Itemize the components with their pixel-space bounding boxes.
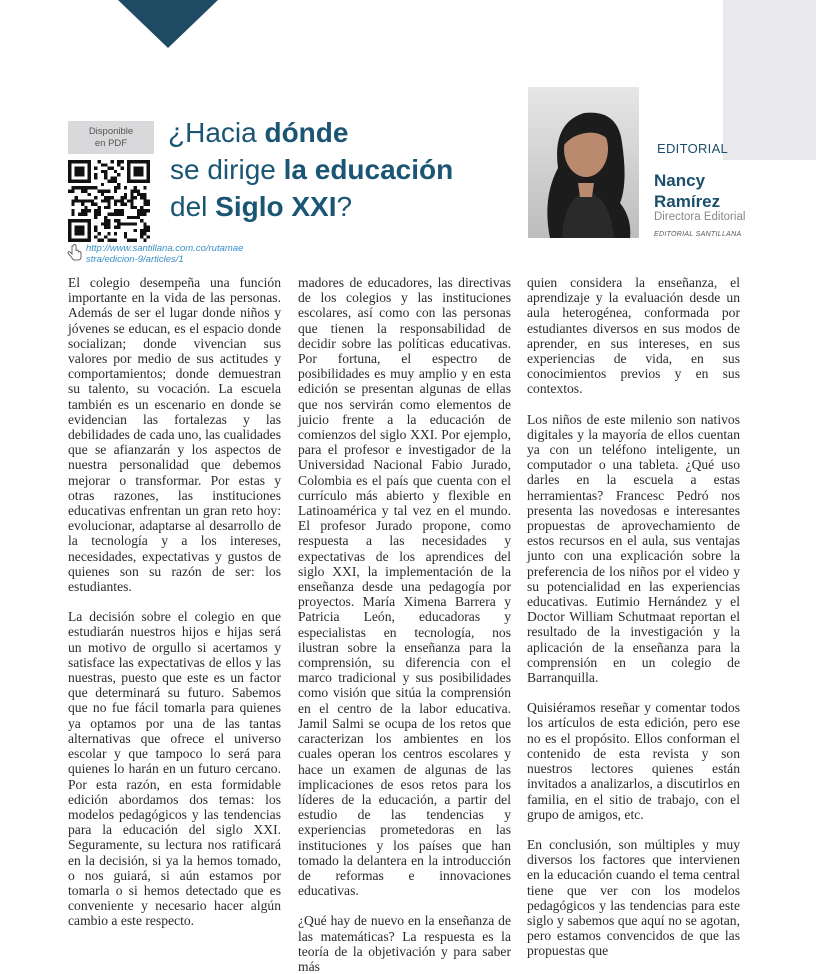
headline-bold: dónde xyxy=(264,117,349,148)
paragraph: ¿Qué hay de nuevo en la enseñanza de las matemáticas? La respuesta es la teoría de la objetivación y para saber más xyxy=(298,913,511,974)
article-column-1 xyxy=(68,275,281,929)
headline-bold: la educación xyxy=(283,154,454,185)
article-headline xyxy=(168,114,488,225)
paragraph: quien considera la enseñanza, el aprendizaje y la evaluación desde un aula heterogénea, conformada por estudiantes diversos en sus modos de aprender, en sus intereses, en sus experiencias de vida, en sus conocimientos previos y en sus contextos. xyxy=(527,275,740,397)
pointing-hand-icon xyxy=(66,244,84,262)
decorative-triangle xyxy=(118,0,218,48)
author-name xyxy=(654,170,720,212)
headline-part: ¿Hacia xyxy=(168,117,265,148)
headline-bold: Siglo XXI xyxy=(215,191,337,222)
headline-part: se dirige xyxy=(170,154,284,185)
author-organization: EDITORIAL SANTILLANA xyxy=(654,231,742,238)
article-column-2 xyxy=(298,275,511,974)
headline-part: ? xyxy=(336,191,353,222)
author-role: Directora Editorial xyxy=(654,211,746,223)
right-white-band xyxy=(655,0,723,160)
paragraph: El colegio desempeña una función importante en la vida de las personas. Además de ser el lugar donde niños y jóvenes se educan, es el espacio donde socializan; donde vivencian sus valores por medio de sus actitudes y comportamientos; donde demuestran su talento, su vocación. La escuela también es un escenario en donde se evidencian las fortalezas y las debilidades de cada uno, las cualidades que se afianzarán y los aspectos de nuestra personalidad que debemos mejorar o transformar. Por estas y otras razones, las instituciones educativas enfrentan un gran reto hoy: evolucionar, adaptarse al desarrollo de la tecnología y a los intereses, necesidades, expectativas y gustos de quienes son su razón de ser: los estudiantes. xyxy=(68,275,281,595)
pdf-badge-line1: Disponible xyxy=(88,125,134,137)
author-first-name: Nancy xyxy=(654,171,706,190)
right-gray-band xyxy=(723,0,816,160)
author-photo xyxy=(528,87,639,238)
paragraph: La decisión sobre el colegio en que estudiarán nuestros hijos e hijas será un motivo de orgullo si acertamos y satisface las expectativas de ellos y las nuestras, puesto que este es un factor que determinará su futuro. Sabemos que no fue fácil tomarla para quienes ya optamos por una de las tantas alternativas que ofrece el universo escolar y que tampoco lo será para quienes lo harán en un futuro cercano. Por esta razón, en esta formidable edición abordamos dos temas: los modelos pedagógicos y las tendencias para la educación del siglo XXI. Seguramente, su lectura nos ratificará en la decisión, si ya la hemos tomado, o nos guiará, si aún estamos por tomarla o si hemos detectado que es conveniente y necesario hacer algún cambio a este respecto. xyxy=(68,609,281,929)
article-column-3 xyxy=(527,275,740,959)
paragraph: Quisiéramos reseñar y comentar todos los artículos de esta edición, pero ese no es el propósito. Ellos conforman el contenido de esta revista y son nuestros lectores quienes están invitados a analizarlos, a discutirlos en familia, en el sitio de trabajo, con el grupo de amigos, etc. xyxy=(527,700,740,822)
article-link[interactable]: http://www.santillana.com.co/rutamaestra/edicion-9/articles/1 xyxy=(86,243,244,265)
paragraph: madores de educadores, las directivas de los colegios y las instituciones escolares, así como con las personas que tienen la responsabilidad de decidir sobre las políticas educativas. Por fortuna, el espectro de posibilidades es muy amplio y en esta edición se presentan algunas de ellas que nos servirán como elementos de juicio frente a la educación de comienzos del siglo XXI. Por ejemplo, para el profesor e investigador de la Universidad Nacional Fabio Jurado, Colombia es el país que cuenta con el currículo más abierto y flexible en Latinoamérica y tal vez en el mundo. El profesor Jurado propone, como respuesta a las necesidades y expectativas de los aprendices del siglo XXI, la implementación de la enseñanza desde una pedagogía por proyectos. María Ximena Barrera y Patricia León, educadoras y especialistas en tecnología, nos ilustran sobre la enseñanza para la comprensión, su diferencia con el marco tradicional y sus posibilidades como visión que sitúa la comprensión en el centro de la labor educativa. Jamil Salmi se ocupa de los retos que caracterizan los ambientes en los cuales operan los centros escolares y hace un examen de algunas de las implicaciones de esos retos para los líderes de la educación, a partir del estudio de las tendencias y experiencias prometedoras en las instituciones y los países que han tomado la delantera en la introducción de reformas e innovaciones educativas. xyxy=(298,275,511,899)
pdf-available-badge[interactable] xyxy=(68,121,154,154)
headline-part: del xyxy=(170,191,216,222)
pdf-badge-line2: en PDF xyxy=(94,137,128,149)
author-last-name: Ramírez xyxy=(654,192,721,211)
paragraph: En conclusión, son múltiples y muy diversos los factores que intervienen en la educación cuando el tema central tiene que ver con los modelos pedagógicos y las tendencias para este siglo y sabemos que aquí no se agotan, pero estamos convencidos de que las propuestas que xyxy=(527,836,740,959)
paragraph: Los niños de este milenio son nativos digitales y la mayoría de ellos cuentan ya con un teléfono inteligente, un computador o una tableta. ¿Qué uso darles en la escuela a estas herramientas? Francesc Pedró nos presenta las novedosas e interesantes propuestas de aprovechamiento de estos recursos en el aula, sus ventajas junto con una explicación sobre la preferencia de los niños por el video y su potencialidad en las experiencias educativas. Eutimio Hernández y el Doctor William Schutmaat reportan el resultado de la investigación y la aplicación de la enseñanza para la comprensión en un colegio de Barranquilla. xyxy=(527,411,740,686)
qr-code-icon[interactable] xyxy=(68,160,150,242)
section-label: EDITORIAL xyxy=(657,141,729,156)
